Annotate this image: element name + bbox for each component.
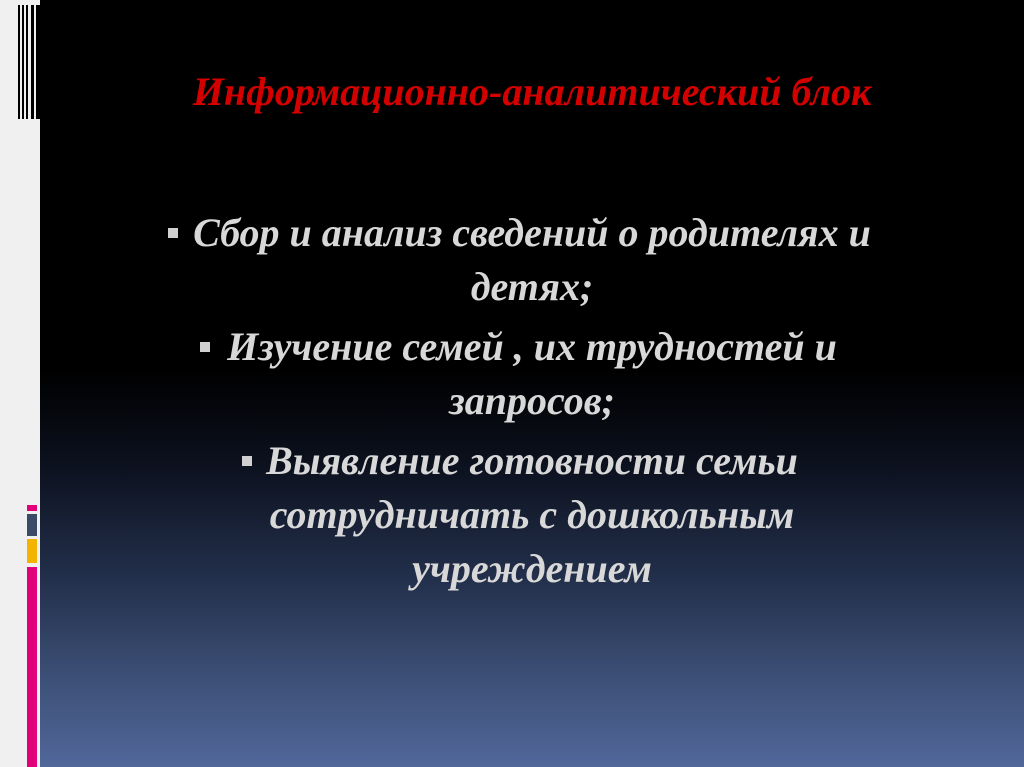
striped-bars-decoration <box>18 5 40 119</box>
bullet-list <box>40 206 1024 602</box>
bullet-item <box>40 320 1024 428</box>
bullet-item <box>40 434 1024 596</box>
bullet-item <box>40 206 1024 314</box>
bullet-text: Изучение семей , их трудностей и запросов; <box>227 324 837 423</box>
color-strip-decoration <box>27 505 37 767</box>
slide-title: Информационно-аналитический блок <box>192 69 872 114</box>
bullet-text: Сбор и анализ сведений о родителях и детях; <box>193 210 871 309</box>
bullet-text: Выявление готовности семьи сотрудничать с дошкольным учреждением <box>266 438 798 591</box>
left-margin-decoration <box>0 0 40 767</box>
